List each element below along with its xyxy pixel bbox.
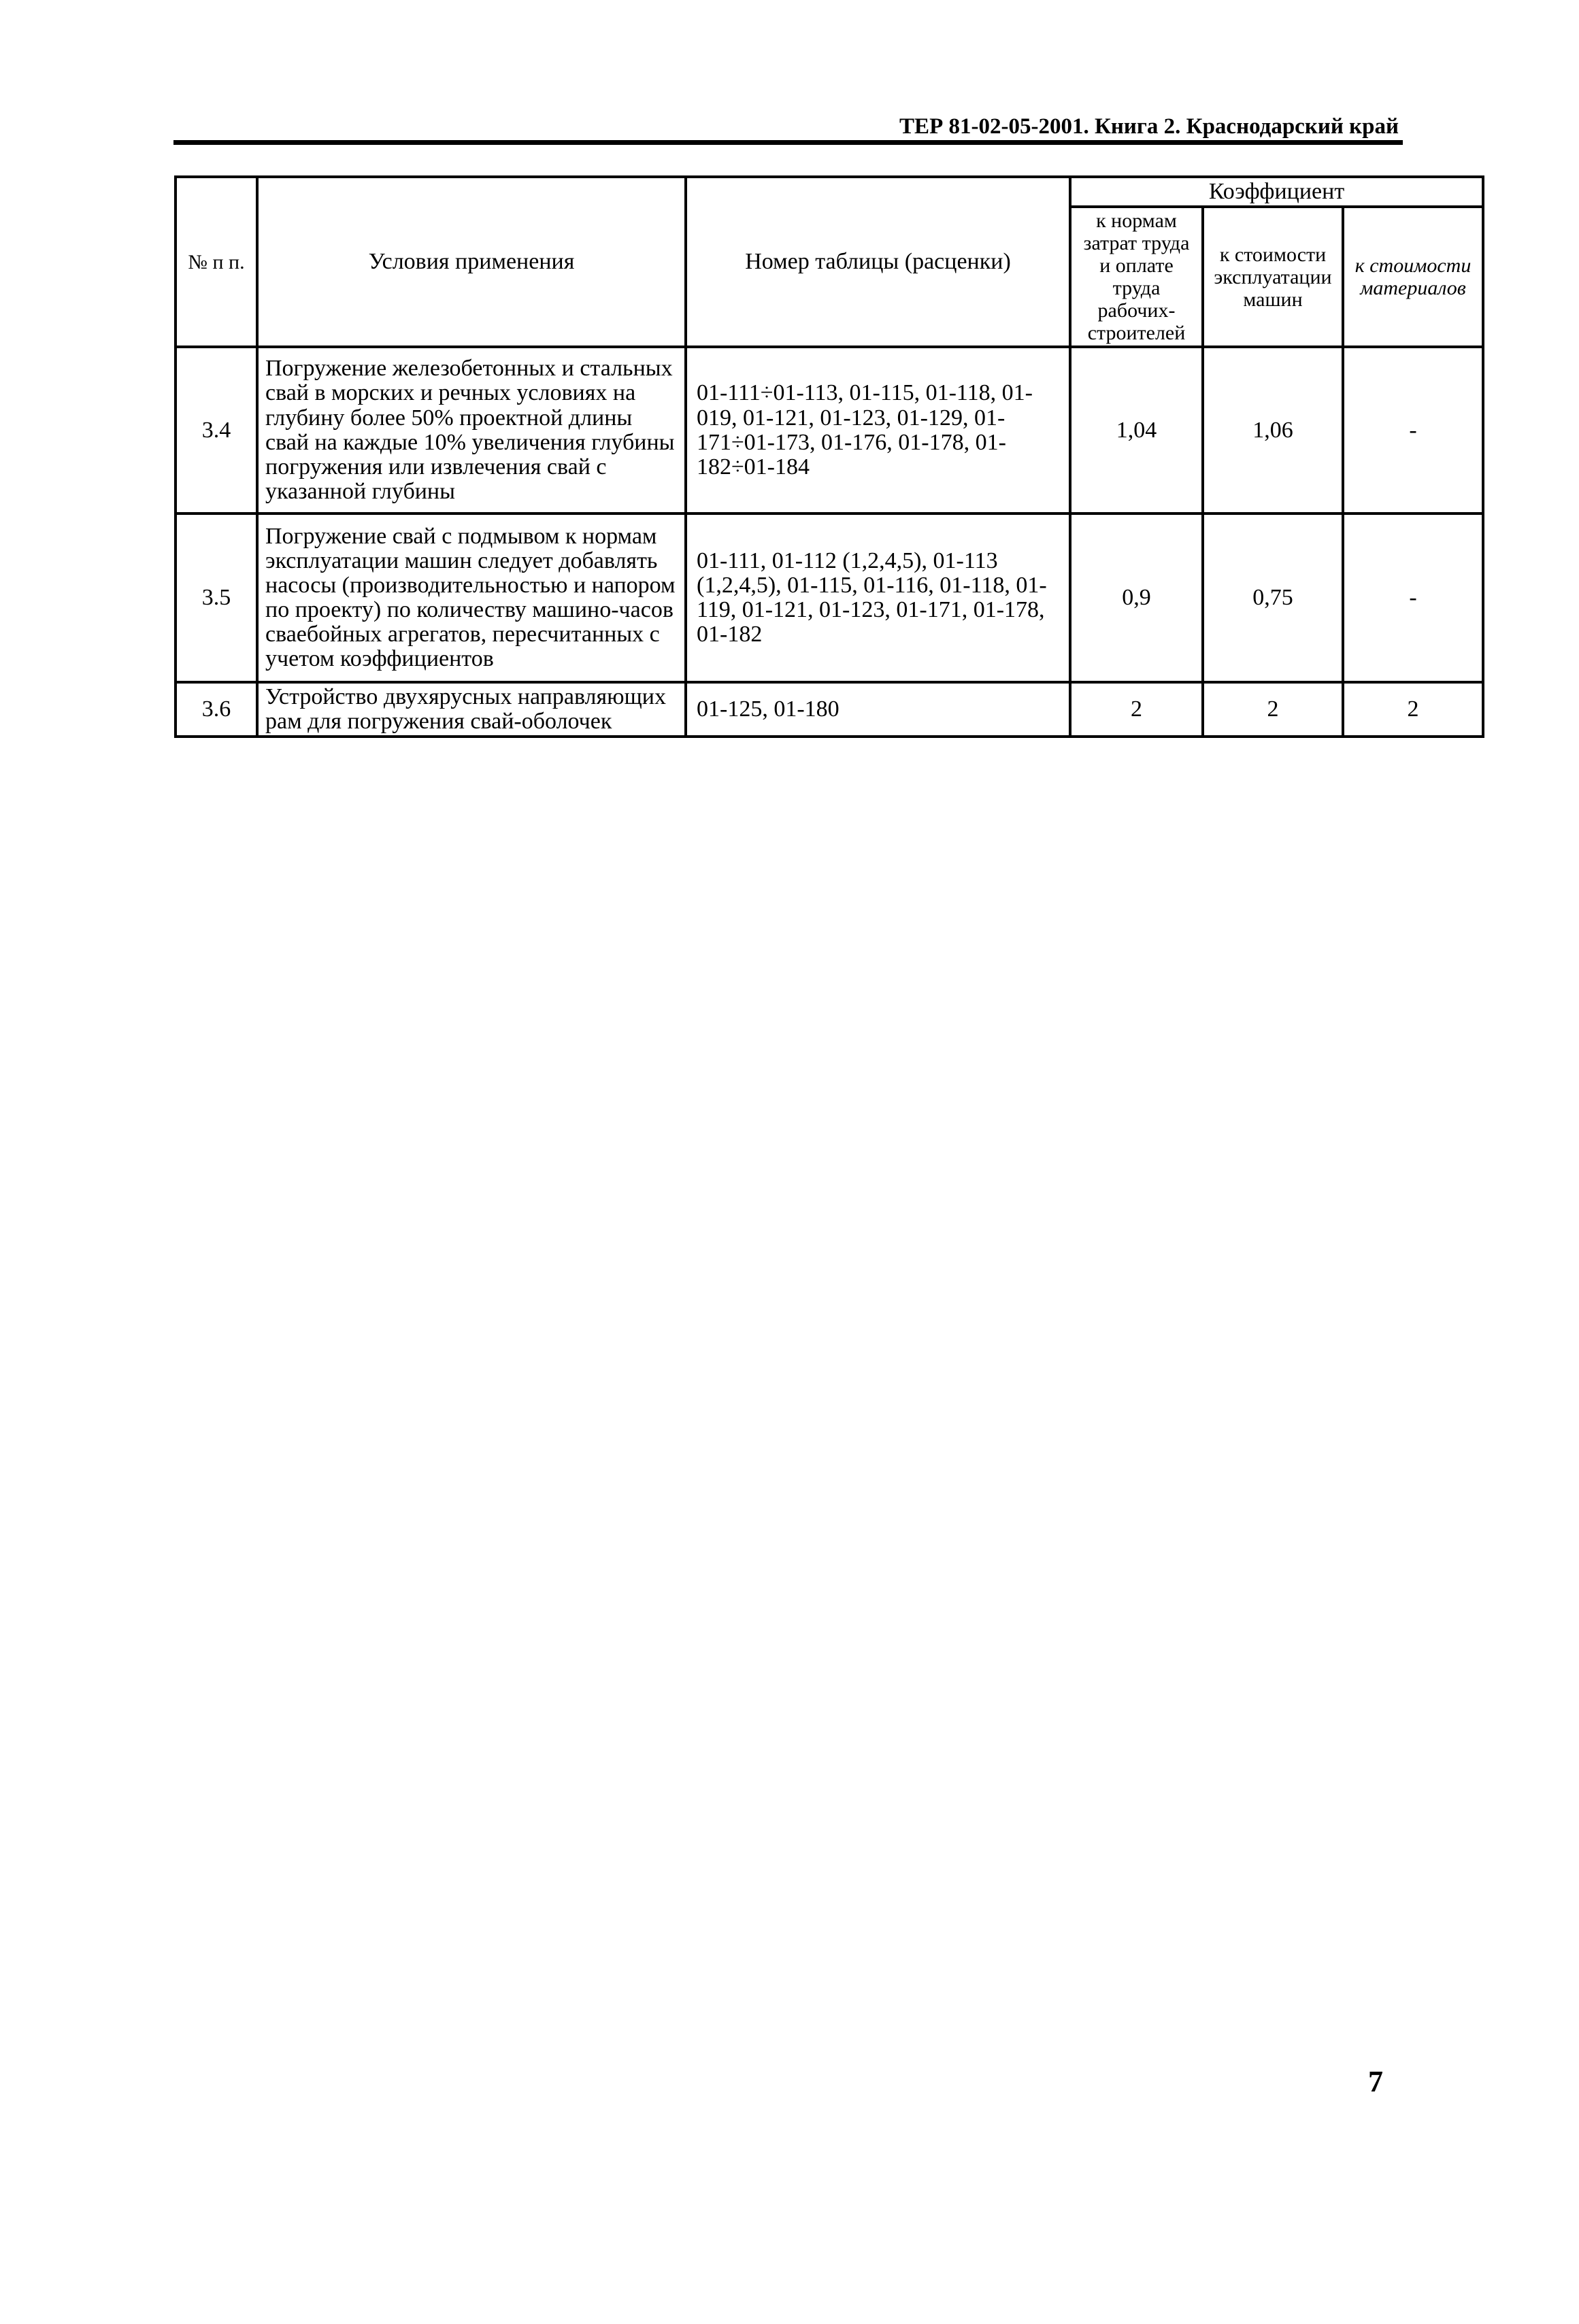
row-conditions: Погружение железобетонных и стальных свай в морских и речных условиях на глубину более 50% проектной длины свай на каждые 10% увеличения глубины погружения или извлечения свай с указанной глубины bbox=[257, 347, 686, 513]
row-machines: 2 bbox=[1203, 682, 1343, 737]
row-num: 3.6 bbox=[176, 682, 257, 737]
header-rule bbox=[173, 140, 1403, 145]
header-conditions: Условия применения bbox=[257, 177, 686, 347]
row-tables: 01-125, 01-180 bbox=[686, 682, 1070, 737]
header-coefficient: Коэффициент bbox=[1070, 177, 1483, 207]
page-number: 7 bbox=[1368, 2065, 1383, 2098]
header-num: № п п. bbox=[176, 177, 257, 347]
header-labor: к нормам затрат труда и оплате труда рабочих-строителей bbox=[1070, 207, 1203, 347]
row-materials: - bbox=[1343, 513, 1483, 682]
header-table-number: Номер таблицы (расценки) bbox=[686, 177, 1070, 347]
header-materials: к стоимости материалов bbox=[1343, 207, 1483, 347]
row-labor: 0,9 bbox=[1070, 513, 1203, 682]
row-machines: 0,75 bbox=[1203, 513, 1343, 682]
row-labor: 2 bbox=[1070, 682, 1203, 737]
row-materials: - bbox=[1343, 347, 1483, 513]
table-row bbox=[176, 682, 1483, 737]
row-tables: 01-111, 01-112 (1,2,4,5), 01-113 (1,2,4,5), 01-115, 01-116, 01-118, 01-119, 01-121, 01-123, 01-171, 01-178, 01-182 bbox=[686, 513, 1070, 682]
header-machines: к стоимости эксплуатации машин bbox=[1203, 207, 1343, 347]
table-row bbox=[176, 513, 1483, 682]
row-machines: 1,06 bbox=[1203, 347, 1343, 513]
row-num: 3.5 bbox=[176, 513, 257, 682]
row-materials: 2 bbox=[1343, 682, 1483, 737]
row-conditions: Погружение свай с подмывом к нормам эксплуатации машин следует добавлять насосы (производительностью и напором по проекту) по количеству машино-часов сваебойных агрегатов, пересчитанных с учетом коэффициентов bbox=[257, 513, 686, 682]
coefficient-table bbox=[174, 175, 1484, 738]
row-labor: 1,04 bbox=[1070, 347, 1203, 513]
row-num: 3.4 bbox=[176, 347, 257, 513]
row-tables: 01-111÷01-113, 01-115, 01-118, 01-019, 01-121, 01-123, 01-129, 01-171÷01-173, 01-176, 01-178, 01-182÷01-184 bbox=[686, 347, 1070, 513]
row-conditions: Устройство двухярусных направляющих рам для погружения свай-оболочек bbox=[257, 682, 686, 737]
table-row bbox=[176, 347, 1483, 513]
document-header-title: ТЕР 81-02-05-2001. Книга 2. Краснодарский край bbox=[899, 114, 1399, 139]
